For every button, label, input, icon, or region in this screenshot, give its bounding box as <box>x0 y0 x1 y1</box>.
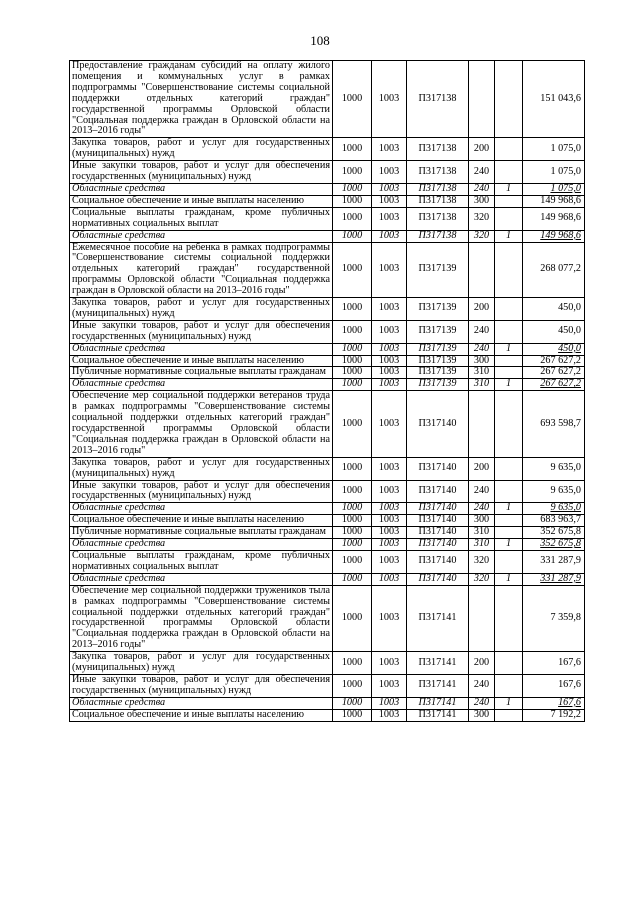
table-row <box>70 242 585 298</box>
kosgu-cell: 1 <box>495 343 523 355</box>
kosgu-cell <box>495 585 523 651</box>
table-row <box>70 697 585 709</box>
expense-type-cell: 200 <box>469 652 495 675</box>
expense-type-cell: 310 <box>469 527 495 539</box>
expense-type-cell: 240 <box>469 183 495 195</box>
target-article-cell: П317140 <box>407 503 469 515</box>
section-code-cell: 1000 <box>333 161 372 184</box>
row-name-cell: Иные закупки товаров, работ и услуг для обеспечения государственных (муниципальных) нужд <box>70 674 333 697</box>
row-name-cell: Социальное обеспечение и иные выплаты населению <box>70 195 333 207</box>
target-article-cell: П317141 <box>407 585 469 651</box>
row-name-cell: Закупка товаров, работ и услуг для государственных (муниципальных) нужд <box>70 652 333 675</box>
subsection-code-cell: 1003 <box>372 320 407 343</box>
amount-value: 167,6 <box>558 696 581 708</box>
kosgu-cell <box>495 61 523 138</box>
row-name-cell: Ежемесячное пособие на ребенка в рамках подпрограммы "Совершенствование системы социальной поддержки отдельных категорий граждан" государственной программы Орловской области "Социальная поддержка граждан в Орловской области на 2013–2016 годы" <box>70 242 333 298</box>
page-number: 108 <box>310 33 330 48</box>
amount-cell <box>523 539 585 551</box>
kosgu-cell <box>495 138 523 161</box>
kosgu-cell <box>495 480 523 503</box>
table-row <box>70 138 585 161</box>
subsection-code-cell: 1003 <box>372 527 407 539</box>
table-row <box>70 379 585 391</box>
section-code-cell: 1000 <box>333 61 372 138</box>
target-article-cell: П317140 <box>407 391 469 457</box>
kosgu-cell <box>495 320 523 343</box>
kosgu-cell <box>495 709 523 721</box>
amount-cell <box>523 343 585 355</box>
subsection-code-cell: 1003 <box>372 550 407 573</box>
expense-type-cell: 240 <box>469 697 495 709</box>
target-article-cell: П317138 <box>407 195 469 207</box>
subsection-code-cell: 1003 <box>372 457 407 480</box>
amount-value: 331 287,9 <box>540 572 581 584</box>
table-row <box>70 539 585 551</box>
subsection-code-cell: 1003 <box>372 355 407 367</box>
table-row <box>70 515 585 527</box>
amount-cell: 450,0 <box>523 298 585 321</box>
expense-type-cell: 200 <box>469 138 495 161</box>
section-code-cell: 1000 <box>333 367 372 379</box>
subsection-code-cell: 1003 <box>372 138 407 161</box>
target-article-cell: П317141 <box>407 697 469 709</box>
table-row <box>70 61 585 138</box>
table-row <box>70 527 585 539</box>
amount-cell: 167,6 <box>523 674 585 697</box>
expense-type-cell: 240 <box>469 161 495 184</box>
kosgu-cell: 1 <box>495 697 523 709</box>
expense-type-cell: 300 <box>469 709 495 721</box>
kosgu-cell <box>495 195 523 207</box>
row-name-cell: Областные средства <box>70 183 333 195</box>
kosgu-cell <box>495 674 523 697</box>
kosgu-cell <box>495 161 523 184</box>
subsection-code-cell: 1003 <box>372 391 407 457</box>
subsection-code-cell: 1003 <box>372 61 407 138</box>
row-name-cell: Областные средства <box>70 573 333 585</box>
row-name-cell: Предоставление гражданам субсидий на оплату жилого помещения и коммунальных услуг в рамках подпрограммы "Совершенствование системы социальной поддержки отдельных категорий граждан" государственной программы Орловской области "Социальная поддержка граждан в Орловской области на 2013–2016 годы" <box>70 61 333 138</box>
row-name-cell: Закупка товаров, работ и услуг для государственных (муниципальных) нужд <box>70 138 333 161</box>
expense-type-cell <box>469 242 495 298</box>
section-code-cell: 1000 <box>333 585 372 651</box>
kosgu-cell: 1 <box>495 183 523 195</box>
section-code-cell: 1000 <box>333 515 372 527</box>
target-article-cell: П317139 <box>407 367 469 379</box>
subsection-code-cell: 1003 <box>372 207 407 230</box>
amount-value: 352 675,8 <box>540 538 581 550</box>
kosgu-cell <box>495 355 523 367</box>
section-code-cell: 1000 <box>333 138 372 161</box>
subsection-code-cell: 1003 <box>372 242 407 298</box>
amount-cell: 267 627,2 <box>523 367 585 379</box>
target-article-cell: П317139 <box>407 320 469 343</box>
section-code-cell: 1000 <box>333 391 372 457</box>
amount-cell <box>523 230 585 242</box>
amount-cell: 268 077,2 <box>523 242 585 298</box>
kosgu-cell: 1 <box>495 503 523 515</box>
amount-cell: 7 359,8 <box>523 585 585 651</box>
table-row <box>70 207 585 230</box>
row-name-cell: Социальное обеспечение и иные выплаты населению <box>70 709 333 721</box>
row-name-cell: Социальные выплаты гражданам, кроме публичных нормативных социальных выплат <box>70 207 333 230</box>
amount-cell <box>523 183 585 195</box>
table-row <box>70 573 585 585</box>
row-name-cell: Публичные нормативные социальные выплаты гражданам <box>70 527 333 539</box>
kosgu-cell <box>495 242 523 298</box>
table-row <box>70 503 585 515</box>
row-name-cell: Иные закупки товаров, работ и услуг для обеспечения государственных (муниципальных) нужд <box>70 320 333 343</box>
section-code-cell: 1000 <box>333 320 372 343</box>
target-article-cell: П317138 <box>407 138 469 161</box>
amount-cell <box>523 379 585 391</box>
expense-type-cell: 240 <box>469 320 495 343</box>
table-row <box>70 161 585 184</box>
section-code-cell: 1000 <box>333 652 372 675</box>
table-row <box>70 343 585 355</box>
expense-type-cell: 310 <box>469 379 495 391</box>
subsection-code-cell: 1003 <box>372 515 407 527</box>
expense-type-cell: 240 <box>469 674 495 697</box>
target-article-cell: П317139 <box>407 242 469 298</box>
row-name-cell: Закупка товаров, работ и услуг для государственных (муниципальных) нужд <box>70 298 333 321</box>
expense-type-cell <box>469 585 495 651</box>
section-code-cell: 1000 <box>333 183 372 195</box>
subsection-code-cell: 1003 <box>372 697 407 709</box>
expense-type-cell <box>469 61 495 138</box>
table-row <box>70 355 585 367</box>
row-name-cell: Социальное обеспечение и иные выплаты населению <box>70 355 333 367</box>
amount-cell: 1 075,0 <box>523 161 585 184</box>
expense-type-cell: 300 <box>469 195 495 207</box>
table-row <box>70 585 585 651</box>
expense-type-cell: 320 <box>469 207 495 230</box>
section-code-cell: 1000 <box>333 573 372 585</box>
expense-type-cell: 320 <box>469 573 495 585</box>
amount-cell <box>523 573 585 585</box>
subsection-code-cell: 1003 <box>372 367 407 379</box>
section-code-cell: 1000 <box>333 207 372 230</box>
row-name-cell: Областные средства <box>70 503 333 515</box>
amount-value: 1 075,0 <box>550 182 581 194</box>
row-name-cell: Областные средства <box>70 343 333 355</box>
amount-cell: 151 043,6 <box>523 61 585 138</box>
row-name-cell: Областные средства <box>70 539 333 551</box>
subsection-code-cell: 1003 <box>372 298 407 321</box>
section-code-cell: 1000 <box>333 697 372 709</box>
table-row <box>70 480 585 503</box>
target-article-cell: П317138 <box>407 230 469 242</box>
table-row <box>70 457 585 480</box>
target-article-cell: П317140 <box>407 457 469 480</box>
row-name-cell: Закупка товаров, работ и услуг для государственных (муниципальных) нужд <box>70 457 333 480</box>
row-name-cell: Областные средства <box>70 379 333 391</box>
table-row <box>70 674 585 697</box>
table-row <box>70 320 585 343</box>
target-article-cell: П317139 <box>407 355 469 367</box>
target-article-cell: П317138 <box>407 61 469 138</box>
target-article-cell: П317140 <box>407 539 469 551</box>
kosgu-cell <box>495 207 523 230</box>
amount-value: 450,0 <box>558 342 581 354</box>
expense-type-cell: 200 <box>469 298 495 321</box>
section-code-cell: 1000 <box>333 550 372 573</box>
amount-cell: 1 075,0 <box>523 138 585 161</box>
expense-type-cell: 240 <box>469 343 495 355</box>
amount-cell: 683 963,7 <box>523 515 585 527</box>
amount-cell: 7 192,2 <box>523 709 585 721</box>
amount-cell: 352 675,8 <box>523 527 585 539</box>
row-name-cell: Иные закупки товаров, работ и услуг для обеспечения государственных (муниципальных) нужд <box>70 480 333 503</box>
target-article-cell: П317140 <box>407 515 469 527</box>
target-article-cell: П317138 <box>407 207 469 230</box>
table-row <box>70 183 585 195</box>
amount-cell: 267 627,2 <box>523 355 585 367</box>
table-row <box>70 391 585 457</box>
subsection-code-cell: 1003 <box>372 195 407 207</box>
target-article-cell: П317141 <box>407 652 469 675</box>
target-article-cell: П317140 <box>407 550 469 573</box>
row-name-cell: Социальные выплаты гражданам, кроме публичных нормативных социальных выплат <box>70 550 333 573</box>
section-code-cell: 1000 <box>333 343 372 355</box>
row-name-cell: Обеспечение мер социальной поддержки ветеранов труда в рамках подпрограммы "Совершенствование системы социальной поддержки отдельных категорий граждан" государственной программы Орловской области "Социальная поддержка граждан в Орловской области на 2013–2016 годы" <box>70 391 333 457</box>
section-code-cell: 1000 <box>333 355 372 367</box>
section-code-cell: 1000 <box>333 480 372 503</box>
amount-value: 9 635,0 <box>550 502 581 514</box>
row-name-cell: Областные средства <box>70 230 333 242</box>
amount-cell: 450,0 <box>523 320 585 343</box>
expense-type-cell: 300 <box>469 515 495 527</box>
expense-type-cell: 320 <box>469 550 495 573</box>
section-code-cell: 1000 <box>333 709 372 721</box>
kosgu-cell: 1 <box>495 539 523 551</box>
target-article-cell: П317139 <box>407 298 469 321</box>
subsection-code-cell: 1003 <box>372 585 407 651</box>
amount-cell: 331 287,9 <box>523 550 585 573</box>
amount-cell: 9 635,0 <box>523 480 585 503</box>
target-article-cell: П317140 <box>407 480 469 503</box>
subsection-code-cell: 1003 <box>372 183 407 195</box>
kosgu-cell: 1 <box>495 379 523 391</box>
target-article-cell: П317141 <box>407 709 469 721</box>
expense-type-cell: 240 <box>469 503 495 515</box>
table-row <box>70 709 585 721</box>
section-code-cell: 1000 <box>333 539 372 551</box>
expense-type-cell: 300 <box>469 355 495 367</box>
amount-cell: 149 968,6 <box>523 195 585 207</box>
row-name-cell: Публичные нормативные социальные выплаты гражданам <box>70 367 333 379</box>
subsection-code-cell: 1003 <box>372 503 407 515</box>
section-code-cell: 1000 <box>333 298 372 321</box>
table-row <box>70 652 585 675</box>
subsection-code-cell: 1003 <box>372 230 407 242</box>
section-code-cell: 1000 <box>333 674 372 697</box>
expense-type-cell: 310 <box>469 367 495 379</box>
section-code-cell: 1000 <box>333 503 372 515</box>
expense-type-cell: 200 <box>469 457 495 480</box>
amount-cell <box>523 503 585 515</box>
amount-cell: 693 598,7 <box>523 391 585 457</box>
amount-cell: 9 635,0 <box>523 457 585 480</box>
kosgu-cell <box>495 550 523 573</box>
budget-table-body <box>70 61 585 722</box>
kosgu-cell <box>495 457 523 480</box>
amount-cell <box>523 697 585 709</box>
subsection-code-cell: 1003 <box>372 480 407 503</box>
target-article-cell: П317139 <box>407 343 469 355</box>
section-code-cell: 1000 <box>333 230 372 242</box>
target-article-cell: П317141 <box>407 674 469 697</box>
subsection-code-cell: 1003 <box>372 539 407 551</box>
subsection-code-cell: 1003 <box>372 161 407 184</box>
row-name-cell: Областные средства <box>70 697 333 709</box>
subsection-code-cell: 1003 <box>372 709 407 721</box>
table-row <box>70 550 585 573</box>
kosgu-cell: 1 <box>495 573 523 585</box>
kosgu-cell <box>495 367 523 379</box>
section-code-cell: 1000 <box>333 379 372 391</box>
subsection-code-cell: 1003 <box>372 652 407 675</box>
row-name-cell: Обеспечение мер социальной поддержки тружеников тыла в рамках подпрограммы "Совершенствование системы социальной поддержки отдельных категорий граждан" государственной программы Орловской области "Социальная поддержка граждан в Орловской области на 2013–2016 годы" <box>70 585 333 651</box>
row-name-cell: Социальное обеспечение и иные выплаты населению <box>70 515 333 527</box>
target-article-cell: П317140 <box>407 573 469 585</box>
subsection-code-cell: 1003 <box>372 573 407 585</box>
kosgu-cell <box>495 298 523 321</box>
amount-cell: 167,6 <box>523 652 585 675</box>
table-row <box>70 298 585 321</box>
table-row <box>70 230 585 242</box>
table-row <box>70 367 585 379</box>
row-name-cell: Иные закупки товаров, работ и услуг для обеспечения государственных (муниципальных) нужд <box>70 161 333 184</box>
subsection-code-cell: 1003 <box>372 674 407 697</box>
section-code-cell: 1000 <box>333 527 372 539</box>
target-article-cell: П317138 <box>407 183 469 195</box>
kosgu-cell <box>495 391 523 457</box>
section-code-cell: 1000 <box>333 195 372 207</box>
kosgu-cell <box>495 527 523 539</box>
expense-type-cell: 240 <box>469 480 495 503</box>
target-article-cell: П317140 <box>407 527 469 539</box>
section-code-cell: 1000 <box>333 242 372 298</box>
target-article-cell: П317138 <box>407 161 469 184</box>
target-article-cell: П317139 <box>407 379 469 391</box>
subsection-code-cell: 1003 <box>372 379 407 391</box>
amount-value: 149 968,6 <box>540 229 581 241</box>
amount-value: 267 627,2 <box>540 378 581 390</box>
table-row <box>70 195 585 207</box>
subsection-code-cell: 1003 <box>372 343 407 355</box>
kosgu-cell <box>495 652 523 675</box>
kosgu-cell: 1 <box>495 230 523 242</box>
amount-cell: 149 968,6 <box>523 207 585 230</box>
expense-type-cell: 310 <box>469 539 495 551</box>
section-code-cell: 1000 <box>333 457 372 480</box>
budget-table <box>69 60 585 722</box>
expense-type-cell <box>469 391 495 457</box>
expense-type-cell: 320 <box>469 230 495 242</box>
kosgu-cell <box>495 515 523 527</box>
